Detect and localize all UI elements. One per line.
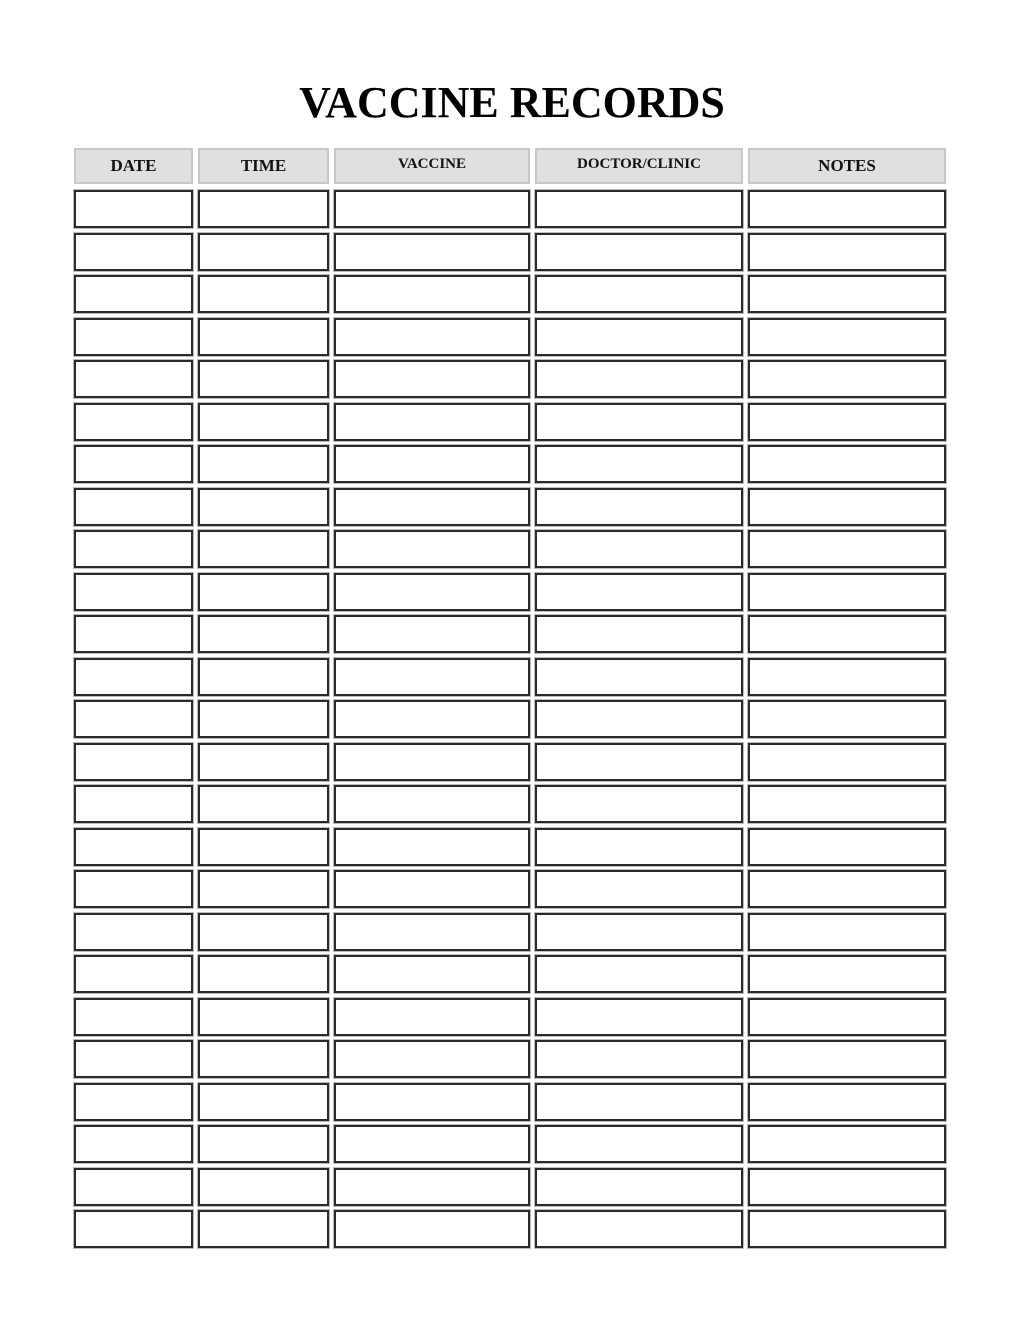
cell-notes[interactable] [748,743,946,781]
cell-notes[interactable] [748,233,946,271]
cell-doctor-clinic[interactable] [535,275,743,313]
cell-time[interactable] [198,275,329,313]
cell-date[interactable] [74,1125,193,1163]
cell-date[interactable] [74,530,193,568]
column-header-vaccine: VACCINE [334,148,530,184]
cell-time[interactable] [198,913,329,951]
cell-time[interactable] [198,828,329,866]
cell-date[interactable] [74,700,193,738]
cell-vaccine[interactable] [334,1083,530,1121]
cell-time[interactable] [198,785,329,823]
page-title: VACCINE RECORDS [299,78,725,127]
cell-date[interactable] [74,658,193,696]
cell-vaccine[interactable] [334,318,530,356]
cell-notes[interactable] [748,488,946,526]
cell-vaccine[interactable] [334,828,530,866]
cell-time[interactable] [198,1083,329,1121]
cell-doctor-clinic[interactable] [535,700,743,738]
cell-date[interactable] [74,190,193,228]
column-header-date: DATE [74,148,193,184]
cell-doctor-clinic[interactable] [535,233,743,271]
cell-doctor-clinic[interactable] [535,360,743,398]
column-header-notes: NOTES [748,148,946,184]
cell-time[interactable] [198,1210,329,1248]
cell-time[interactable] [198,955,329,993]
cell-time[interactable] [198,530,329,568]
cell-notes[interactable] [748,1210,946,1248]
cell-vaccine[interactable] [334,190,530,228]
cell-time[interactable] [198,658,329,696]
cell-date[interactable] [74,785,193,823]
cell-doctor-clinic[interactable] [535,530,743,568]
cell-vaccine[interactable] [334,913,530,951]
cell-doctor-clinic[interactable] [535,870,743,908]
cell-doctor-clinic[interactable] [535,615,743,653]
cell-time[interactable] [198,233,329,271]
cell-date[interactable] [74,360,193,398]
cell-time[interactable] [198,403,329,441]
cell-doctor-clinic[interactable] [535,445,743,483]
cell-date[interactable] [74,1168,193,1206]
cell-vaccine[interactable] [334,700,530,738]
cell-notes[interactable] [748,190,946,228]
cell-vaccine[interactable] [334,488,530,526]
cell-time[interactable] [198,360,329,398]
column-header-time: TIME [198,148,329,184]
cell-vaccine[interactable] [334,998,530,1036]
cell-doctor-clinic[interactable] [535,998,743,1036]
cell-doctor-clinic[interactable] [535,913,743,951]
cell-notes[interactable] [748,318,946,356]
cell-time[interactable] [198,573,329,611]
cell-vaccine[interactable] [334,573,530,611]
cell-notes[interactable] [748,785,946,823]
cell-vaccine[interactable] [334,955,530,993]
cell-notes[interactable] [748,573,946,611]
cell-notes[interactable] [748,275,946,313]
cell-time[interactable] [198,318,329,356]
cell-notes[interactable] [748,913,946,951]
cell-notes[interactable] [748,870,946,908]
cell-date[interactable] [74,870,193,908]
cell-vaccine[interactable] [334,1210,530,1248]
cell-notes[interactable] [748,360,946,398]
cell-date[interactable] [74,955,193,993]
cell-vaccine[interactable] [334,1040,530,1078]
cell-vaccine[interactable] [334,275,530,313]
cell-time[interactable] [198,488,329,526]
cell-notes[interactable] [748,658,946,696]
cell-doctor-clinic[interactable] [535,1083,743,1121]
cell-date[interactable] [74,488,193,526]
cell-vaccine[interactable] [334,530,530,568]
cell-notes[interactable] [748,1168,946,1206]
cell-date[interactable] [74,1083,193,1121]
cell-notes[interactable] [748,828,946,866]
cell-time[interactable] [198,615,329,653]
cell-notes[interactable] [748,445,946,483]
cell-vaccine[interactable] [334,1168,530,1206]
cell-notes[interactable] [748,1040,946,1078]
cell-vaccine[interactable] [334,870,530,908]
cell-time[interactable] [198,445,329,483]
cell-time[interactable] [198,700,329,738]
cell-doctor-clinic[interactable] [535,190,743,228]
cell-doctor-clinic[interactable] [535,403,743,441]
cell-date[interactable] [74,1040,193,1078]
cell-notes[interactable] [748,530,946,568]
cell-doctor-clinic[interactable] [535,318,743,356]
cell-doctor-clinic[interactable] [535,743,743,781]
cell-doctor-clinic[interactable] [535,573,743,611]
cell-vaccine[interactable] [334,615,530,653]
cell-vaccine[interactable] [334,658,530,696]
cell-notes[interactable] [748,955,946,993]
cell-date[interactable] [74,573,193,611]
cell-doctor-clinic[interactable] [535,1168,743,1206]
column-header-doctor-clinic: DOCTOR/CLINIC [535,148,743,184]
cell-date[interactable] [74,743,193,781]
cell-time[interactable] [198,743,329,781]
cell-doctor-clinic[interactable] [535,658,743,696]
cell-vaccine[interactable] [334,1125,530,1163]
cell-notes[interactable] [748,615,946,653]
cell-vaccine[interactable] [334,445,530,483]
cell-vaccine[interactable] [334,360,530,398]
cell-doctor-clinic[interactable] [535,955,743,993]
cell-vaccine[interactable] [334,233,530,271]
cell-date[interactable] [74,615,193,653]
cell-doctor-clinic[interactable] [535,828,743,866]
cell-date[interactable] [74,233,193,271]
cell-doctor-clinic[interactable] [535,1040,743,1078]
cell-time[interactable] [198,190,329,228]
cell-doctor-clinic[interactable] [535,488,743,526]
cell-vaccine[interactable] [334,403,530,441]
cell-date[interactable] [74,403,193,441]
cell-date[interactable] [74,998,193,1036]
cell-time[interactable] [198,870,329,908]
cell-vaccine[interactable] [334,785,530,823]
cell-doctor-clinic[interactable] [535,785,743,823]
cell-time[interactable] [198,998,329,1036]
cell-date[interactable] [74,913,193,951]
cell-doctor-clinic[interactable] [535,1125,743,1163]
cell-notes[interactable] [748,998,946,1036]
cell-date[interactable] [74,318,193,356]
cell-notes[interactable] [748,1125,946,1163]
cell-time[interactable] [198,1168,329,1206]
cell-vaccine[interactable] [334,743,530,781]
cell-date[interactable] [74,445,193,483]
cell-date[interactable] [74,1210,193,1248]
cell-date[interactable] [74,275,193,313]
cell-doctor-clinic[interactable] [535,1210,743,1248]
cell-date[interactable] [74,828,193,866]
cell-notes[interactable] [748,1083,946,1121]
cell-time[interactable] [198,1040,329,1078]
cell-notes[interactable] [748,403,946,441]
cell-time[interactable] [198,1125,329,1163]
cell-notes[interactable] [748,700,946,738]
